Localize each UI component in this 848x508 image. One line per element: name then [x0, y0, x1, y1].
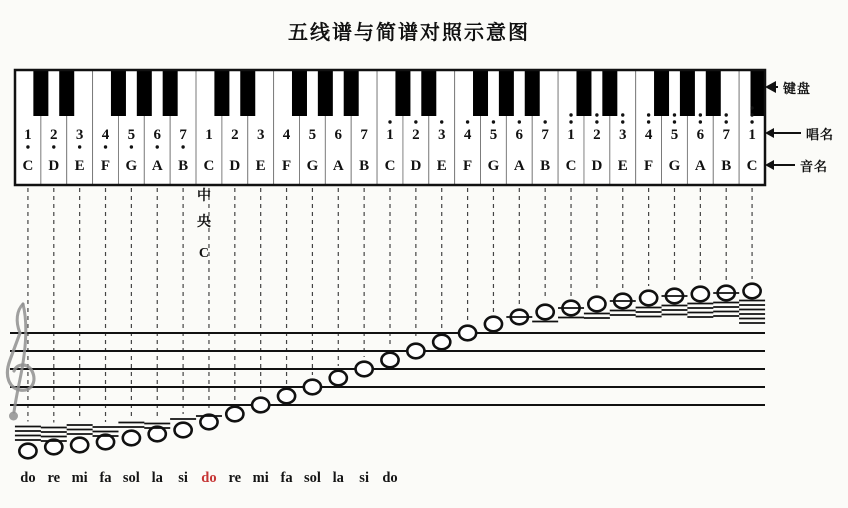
solfege-label: do [201, 470, 217, 486]
pitch-letter: E [255, 158, 266, 174]
solfege-label: re [47, 470, 61, 486]
pitch-letter: F [463, 158, 473, 174]
octave-dot [518, 120, 521, 123]
octave-dot [569, 113, 572, 116]
arrow-left-icon [765, 160, 774, 170]
pitch-letter: B [178, 158, 189, 174]
octave-dot [725, 113, 728, 116]
pitch-letter: C [203, 158, 215, 174]
arrow-shaft [774, 132, 801, 134]
jianpu-number: 1 [24, 127, 32, 143]
octave-dot [156, 145, 159, 148]
whole-note [304, 380, 321, 395]
whole-note [71, 438, 88, 453]
jianpu-number: 7 [179, 127, 187, 143]
jianpu-number: 1 [386, 127, 394, 143]
jianpu-number: 1 [205, 127, 213, 143]
whole-note [19, 444, 36, 459]
pitch-letter: F [100, 158, 111, 174]
whole-note [537, 305, 554, 320]
solfege-label: do [382, 470, 398, 486]
solfege-label: re [228, 470, 242, 486]
octave-dot [181, 145, 184, 148]
octave-dot [750, 113, 753, 116]
jianpu-number: 6 [696, 127, 705, 143]
keyboard-pointer [765, 80, 811, 94]
octave-dot [621, 120, 624, 123]
pitch-letter: G [487, 158, 500, 174]
solfege-label: do [20, 470, 36, 486]
solfege-label: si [359, 470, 369, 486]
pitch-letter: B [359, 158, 370, 174]
whole-note [692, 287, 709, 302]
pitch-letter: F [644, 158, 654, 174]
jianpu-number: 1 [567, 127, 575, 143]
octave-dot [750, 120, 753, 123]
jianpu-number: 7 [541, 127, 549, 143]
jianpu-number: 2 [50, 127, 58, 143]
octave-dot [647, 120, 650, 123]
pitch-letter: G [668, 158, 681, 174]
jianpu-number: 3 [437, 127, 446, 143]
black-key [344, 70, 359, 116]
jianpu-number: 6 [153, 127, 161, 143]
black-key [240, 70, 255, 116]
whole-note [175, 423, 192, 438]
pitch-letter: G [306, 158, 319, 174]
singing-names-pointer [765, 126, 834, 140]
whole-note [743, 284, 760, 299]
pitch-letter: C [565, 158, 577, 174]
black-key [163, 70, 178, 116]
whole-note [640, 291, 657, 306]
whole-note [381, 353, 398, 368]
pitch-letter: E [74, 158, 85, 174]
octave-dot [466, 120, 469, 123]
octave-dot [104, 145, 107, 148]
solfege-label: sol [122, 470, 140, 486]
jianpu-number: 7 [722, 127, 730, 143]
octave-dot [725, 120, 728, 123]
jianpu-number: 3 [75, 127, 84, 143]
page-title: 五线谱与简谱对照示意图 [288, 22, 530, 44]
jianpu-number: 4 [644, 127, 653, 143]
jianpu-number: 6 [334, 127, 343, 143]
jianpu-number: 4 [101, 127, 110, 143]
arrow-shaft [776, 86, 778, 88]
whole-note [407, 344, 424, 359]
whole-note [588, 297, 605, 312]
jianpu-number: 5 [489, 127, 498, 143]
jianpu-number: 6 [515, 127, 524, 143]
solfege-label: mi [71, 470, 88, 486]
jianpu-number: 5 [127, 127, 136, 143]
octave-dot [621, 113, 624, 116]
jianpu-number: 5 [670, 127, 679, 143]
solfege-label: si [178, 470, 188, 486]
pitch-letter: C [384, 158, 396, 174]
treble-clef-icon [9, 412, 18, 421]
octave-dot [673, 120, 676, 123]
jianpu-number: 3 [619, 127, 627, 143]
jianpu-number: 7 [360, 127, 368, 143]
pitch-letter: D [229, 158, 241, 174]
octave-dot [414, 120, 417, 123]
solfege-label: la [332, 470, 344, 486]
arrow-shaft [774, 164, 795, 166]
octave-dot [595, 113, 598, 116]
pitch-letter: C [746, 158, 758, 174]
pitch-letter: A [332, 158, 344, 174]
middle-c-label: 中 [196, 189, 211, 204]
treble-clef-icon [17, 304, 23, 333]
octave-dot [647, 113, 650, 116]
pitch-letter: D [591, 158, 603, 174]
arrow-left-icon [765, 81, 776, 93]
octave-dot [699, 120, 702, 123]
pitch-letter: D [48, 158, 60, 174]
keyboard-label: 键盘 [783, 80, 812, 96]
black-key [111, 70, 126, 116]
octave-dot [673, 113, 676, 116]
black-key [473, 70, 488, 116]
jianpu-number: 2 [412, 127, 420, 143]
black-key [214, 70, 229, 116]
pitch-letter: A [151, 158, 163, 174]
solfege-label: sol [303, 470, 321, 486]
octave-dot [78, 145, 81, 148]
octave-dot [52, 145, 55, 148]
solfege-label: mi [252, 470, 269, 486]
arrow-left-icon [765, 128, 774, 138]
black-key [395, 70, 410, 116]
whole-note [356, 362, 373, 377]
octave-dot [492, 120, 495, 123]
black-key [525, 70, 540, 116]
pitch-letter: E [617, 158, 628, 174]
solfege-label: fa [280, 470, 293, 486]
black-key [137, 70, 152, 116]
jianpu-number: 1 [748, 127, 756, 143]
whole-note [252, 398, 269, 413]
octave-dot [595, 120, 598, 123]
whole-note [485, 317, 502, 332]
octave-dot [26, 145, 29, 148]
singing-names-label: 唱名 [806, 126, 835, 142]
pitch-letter: A [694, 158, 706, 174]
black-key [59, 70, 74, 116]
pitch-letter: D [410, 158, 422, 174]
octave-dot [750, 106, 753, 109]
pitch-letter: B [721, 158, 732, 174]
jianpu-number: 4 [463, 127, 472, 143]
pitch-names-pointer [765, 158, 828, 172]
black-key [499, 70, 514, 116]
octave-dot [543, 120, 546, 123]
middle-c-label: 央 [196, 215, 211, 230]
pitch-letter: F [281, 158, 292, 174]
octave-dot [699, 113, 702, 116]
octave-dot [130, 145, 133, 148]
whole-note [123, 431, 140, 446]
black-key [576, 70, 591, 116]
whole-note [226, 407, 243, 422]
black-key [706, 70, 721, 116]
black-key [318, 70, 333, 116]
octave-dot [569, 120, 572, 123]
solfege-label: fa [99, 470, 112, 486]
pitch-letter: A [513, 158, 525, 174]
jianpu-number: 4 [282, 127, 291, 143]
black-key [292, 70, 307, 116]
whole-note [459, 326, 476, 341]
pitch-letter: B [540, 158, 551, 174]
black-key [602, 70, 617, 116]
pitch-letter: C [22, 158, 34, 174]
whole-note [330, 371, 347, 386]
jianpu-number: 5 [308, 127, 317, 143]
octave-dot [388, 120, 391, 123]
pitch-letter: G [125, 158, 138, 174]
jianpu-number: 2 [231, 127, 239, 143]
black-key [654, 70, 669, 116]
octave-dot [440, 120, 443, 123]
jianpu-number: 2 [593, 127, 601, 143]
black-key [680, 70, 695, 116]
middle-c-label: C [198, 246, 210, 261]
black-key [421, 70, 436, 116]
pitch-names-label: 音名 [800, 158, 829, 174]
pitch-letter: E [436, 158, 447, 174]
black-key [33, 70, 48, 116]
whole-note [278, 389, 295, 404]
jianpu-number: 3 [256, 127, 265, 143]
solfege-label: la [151, 470, 163, 486]
whole-note [433, 335, 450, 350]
